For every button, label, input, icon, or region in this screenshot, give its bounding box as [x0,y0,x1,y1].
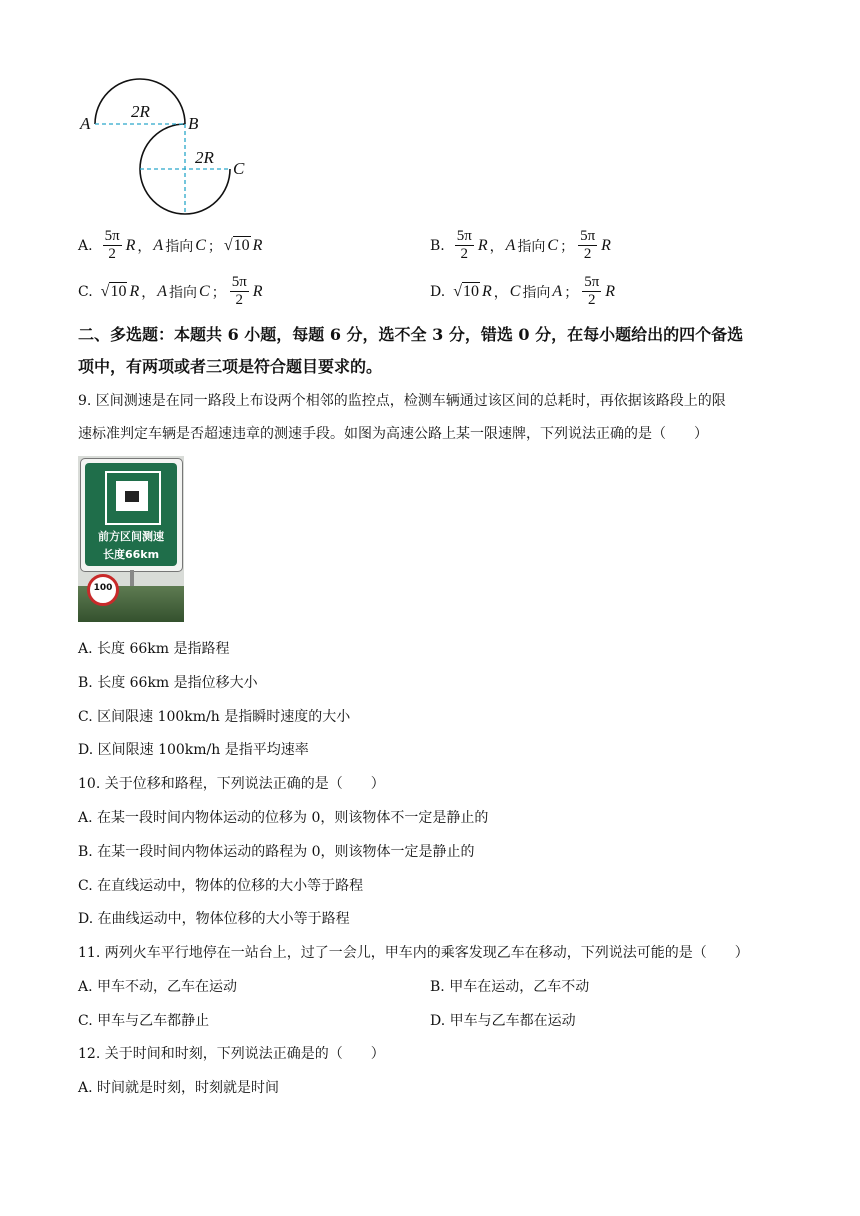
sign-text-line-1: 前方区间测速 [98,530,164,543]
q9-option-b[interactable]: B. 长度 66km 是指位移大小 [78,675,258,691]
speed-limit-value: 100 [93,583,113,593]
q9-option-a[interactable]: A. 长度 66km 是指路程 [78,641,230,657]
section-heading-line-2: 项中，有两项或者三项是符合题目要求的。 [78,357,383,376]
sign-text-line-2: 长度66km [102,548,160,561]
q8-option-d[interactable]: D. √10 R ， C 指向 A ； $\frac{5\pi}{2}$ R [430,274,616,308]
square-root: √10 [223,236,250,254]
fraction: $\frac{5\pi}{2}$ [584,274,600,308]
q10-option-b[interactable]: B. 在某一段时间内物体运动的路程为 0，则该物体一定是静止的 [78,844,475,860]
q8-option-c[interactable]: C. √10 R ， A 指向 C ； $\frac{5\pi}{2}$ R [78,274,263,308]
camera-symbol-icon [105,471,161,525]
q9-option-c[interactable]: C. 区间限速 100km/h 是指瞬时速度的大小 [78,709,351,725]
q12-option-a[interactable]: A. 时间就是时刻，时刻就是时间 [78,1080,280,1096]
length-2r-top-label: 2R [131,102,150,121]
section-heading-line-1: 二、多选题：本题共 6 小题，每题 6 分，选不全 3 分，错选 0 分，在每小题给出的四个备选 [78,325,744,344]
q10-option-c[interactable]: C. 在直线运动中，物体的位移的大小等于路程 [78,878,364,894]
q11-option-d[interactable]: D. 甲车与乙车都在运动 [430,1013,576,1029]
q8-option-b[interactable]: B. $\frac{5\pi}{2}$ R ， A 指向 C ； $\frac{5\pi}{2}$ R [430,228,611,262]
length-2r-bottom-label: 2R [195,148,214,167]
point-b-label: B [188,114,199,133]
q11-option-b[interactable]: B. 甲车在运动，乙车不动 [430,979,590,995]
q9-stem-line-1: 9. 区间测速是在同一路段上布设两个相邻的监控点，检测车辆通过该区间的总耗时，再依据该路段上的限 [78,393,726,409]
q8-option-a[interactable]: A. $\frac{5\pi}{2}$ R ， A 指向 C ； √10 R [78,228,263,262]
fraction: $\frac{5\pi}{2}$ [580,228,596,262]
q10-stem: 10. 关于位移和路程，下列说法正确的是（ ） [78,776,385,792]
q11-option-a[interactable]: A. 甲车不动，乙车在运动 [78,979,238,995]
speed-limit-sign-photo [78,456,184,622]
square-root: √10 [100,282,127,300]
square-root: √10 [453,282,479,300]
q11-option-c[interactable]: C. 甲车与乙车都静止 [78,1013,210,1029]
fraction: $\frac{5\pi}{2}$ [456,228,472,262]
fraction: $\frac{5\pi}{2}$ [231,274,247,308]
q11-stem: 11. 两列火车平行地停在一站台上，过了一会儿，甲车内的乘客发现乙车在移动，下列说法可能的是（ ） [78,945,749,961]
point-c-label: C [233,159,245,178]
q10-option-d[interactable]: D. 在曲线运动中，物体位移的大小等于路程 [78,911,350,927]
q9-option-d[interactable]: D. 区间限速 100km/h 是指平均速率 [78,742,309,758]
q9-stem-line-2: 速标准判定车辆是否超速违章的测速手段。如图为高速公路上某一限速牌，下列说法正确的是（ ） [78,426,708,442]
fraction: $\frac{5\pi}{2}$ [104,228,120,262]
point-a-label: A [80,114,91,133]
semicircle-path-diagram [78,78,258,218]
q10-option-a[interactable]: A. 在某一段时间内物体运动的位移为 0，则该物体不一定是静止的 [78,810,489,826]
q12-stem: 12. 关于时间和时刻，下列说法正确是的（ ） [78,1046,385,1062]
